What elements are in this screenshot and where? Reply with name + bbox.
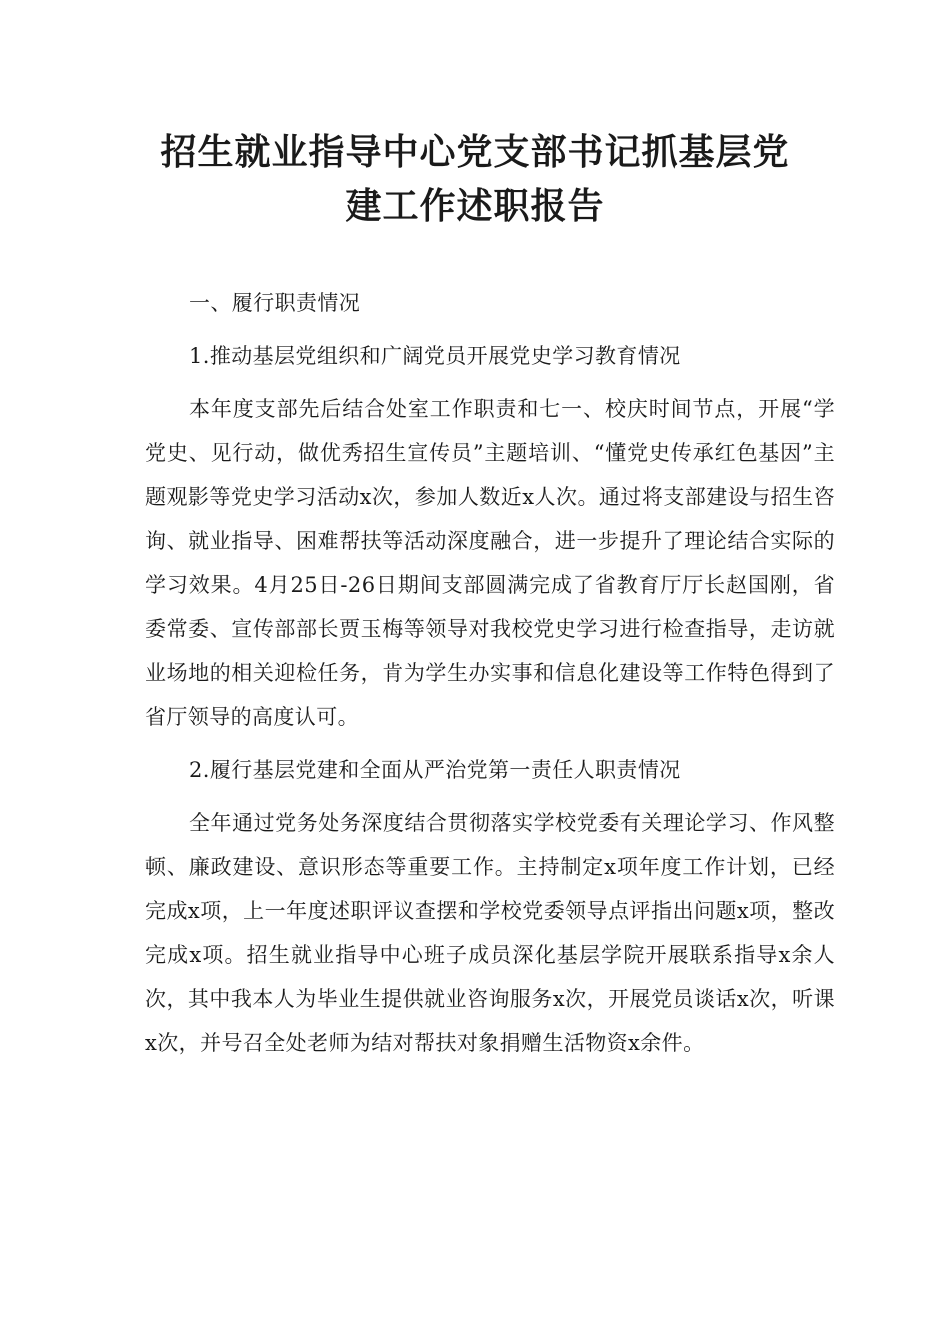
section-heading: 一、履行职责情况 xyxy=(189,291,361,315)
item-2-heading: 2.履行基层党建和全面从严治党第一责任人职责情况 xyxy=(189,758,681,782)
item-1-paragraph: 本年度支部先后结合处室工作职责和七一、校庆时间节点，开展“学党史、见行动，做优秀招生宣传员”主题培训、“懂党史传承红色基因”主题观影等党史学习活动x次，参加人数近x人次。通过将支部建设与招生咨询、就业指导、困难帮扶等活动深度融合，进一步提升了理论结合实际的学习效果。4月25日-26日期间支部圆满完成了省教育厅厅长赵国刚，省委常委、宣传部部长贾玉梅等领导对我校党史学习进行检查指导，走访就业场地的相关迎检任务，肯为学生办实事和信息化建设等工作特色得到了省厅领导的高度认可。 xyxy=(145,397,835,729)
document-title-line-1: 招生就业指导中心党支部书记抓基层党 xyxy=(160,132,790,173)
item-2-paragraph: 全年通过党务处务深度结合贯彻落实学校党委有关理论学习、作风整顿、廉政建设、意识形态等重要工作。主持制定x项年度工作计划，已经完成x项，上一年度述职评议查摆和学校党委领导点评指出问题x项，整改完成x项。招生就业指导中心班子成员深化基层学院开展联系指导x余人次，其中我本人为毕业生提供就业咨询服务x次，开展党员谈话x次，听课x次，并号召全处老师为结对帮扶对象捐赠生活物资x余件。 xyxy=(145,811,835,1055)
item-1-heading: 1.推动基层党组织和广阔党员开展党史学习教育情况 xyxy=(189,344,681,368)
document-title-line-2: 建工作述职报告 xyxy=(345,186,605,227)
document-body xyxy=(145,281,835,1074)
